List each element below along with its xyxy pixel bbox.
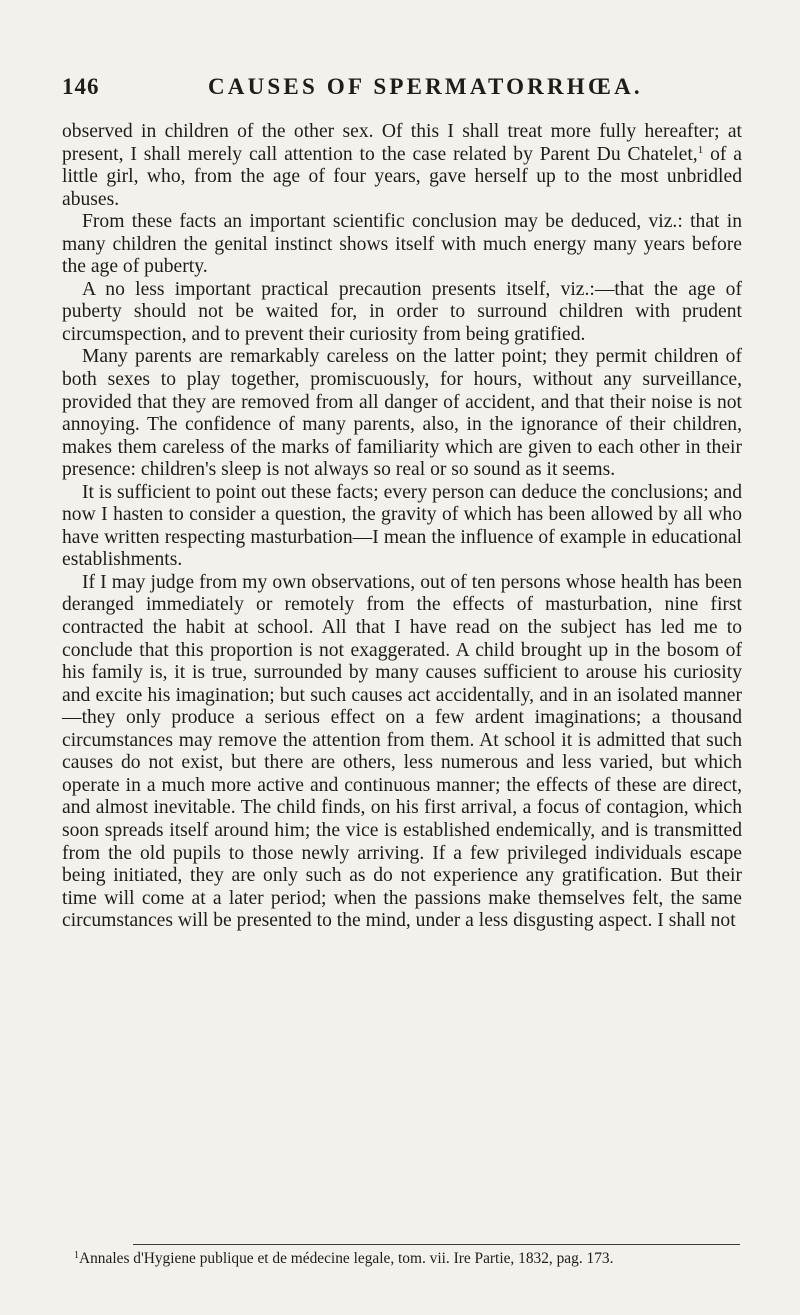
page-header: [62, 72, 742, 102]
paragraph-3: A no less important practical precaution presents itself, viz.:—that the age of puberty should not be waited for, in order to surround children with prudent circumspection, and to prevent their curiosity from being gratified.: [62, 278, 742, 345]
paragraph-1-text-end: of a little girl, who, from the age of four years, gave herself up to the most unbridled abuses.: [62, 143, 742, 210]
paragraph-4: Many parents are remarkably careless on the latter point; they permit children of both sexes to play together, promiscuously, for hours, without any surveillance, provided that they are removed from all danger of accident, and that their noise is not annoying. The confidence of many parents, also, in the ignorance of their children, makes them careless of the marks of familiarity which are given to each other in their presence: children's sleep is not always so real or so sound as it seems.: [62, 346, 742, 481]
footnote-divider: [133, 1244, 740, 1245]
paragraph-1: [62, 121, 742, 211]
footnote-marker: 1: [74, 1250, 79, 1261]
page-number: 146: [62, 74, 100, 99]
footnote: [62, 1250, 742, 1268]
paragraph-1-text-start: observed in children of the other sex. Of this I shall treat more fully hereafter; at present, I shall merely call attention to the case related by Parent Du Chatelet,: [62, 121, 742, 165]
paragraph-5: It is sufficient to point out these facts; every person can deduce the conclusions; and now I hasten to consider a question, the gravity of which has been allowed by all who have written respecting masturbation—I mean the influence of example in educational establishments.: [62, 481, 742, 571]
footnote-reference: 1: [697, 143, 704, 156]
footnote-text: Annales d'Hygiene publique et de médecine legale, tom. vii. Ire Partie, 1832, pag. 173.: [79, 1250, 614, 1267]
paragraph-2: From these facts an important scientific conclusion may be deduced, viz.: that in many children the genital instinct shows itself with much energy many years before the age of puberty.: [62, 211, 742, 278]
body-text: [62, 121, 742, 933]
paragraph-6: If I may judge from my own observations, out of ten persons whose health has been deranged immediately or remotely from the effects of masturbation, nine first contracted the habit at school. All that I have read on the subject has led me to conclude that this proportion is not exaggerated. A child brought up in the bosom of his family is, it is true, surrounded by many causes sufficient to arouse his curiosity and excite his imagination; but such causes act accidentally, and in an isolated manner—they only produce a serious effect on a few ardent imaginations; a thousand circumstances may remove the attention from them. At school it is admitted that such causes do not exist, but there are others, less numerous and less varied, but which operate in a much more active and continuous manner; the effects of these are direct, and almost inevitable. The child finds, on his first arrival, a focus of contagion, which soon spreads itself around him; the vice is established endemically, and is transmitted from the old pupils to those newly arriving. If a few privileged individuals escape being initiated, they are only such as do not experience any gratification. But their time will come at a later period; when the passions make themselves felt, the same circumstances will be presented to the mind, under a less disgusting aspect. I shall not: [62, 571, 742, 932]
running-title: CAUSES OF SPERMATORRHŒA.: [208, 74, 643, 99]
